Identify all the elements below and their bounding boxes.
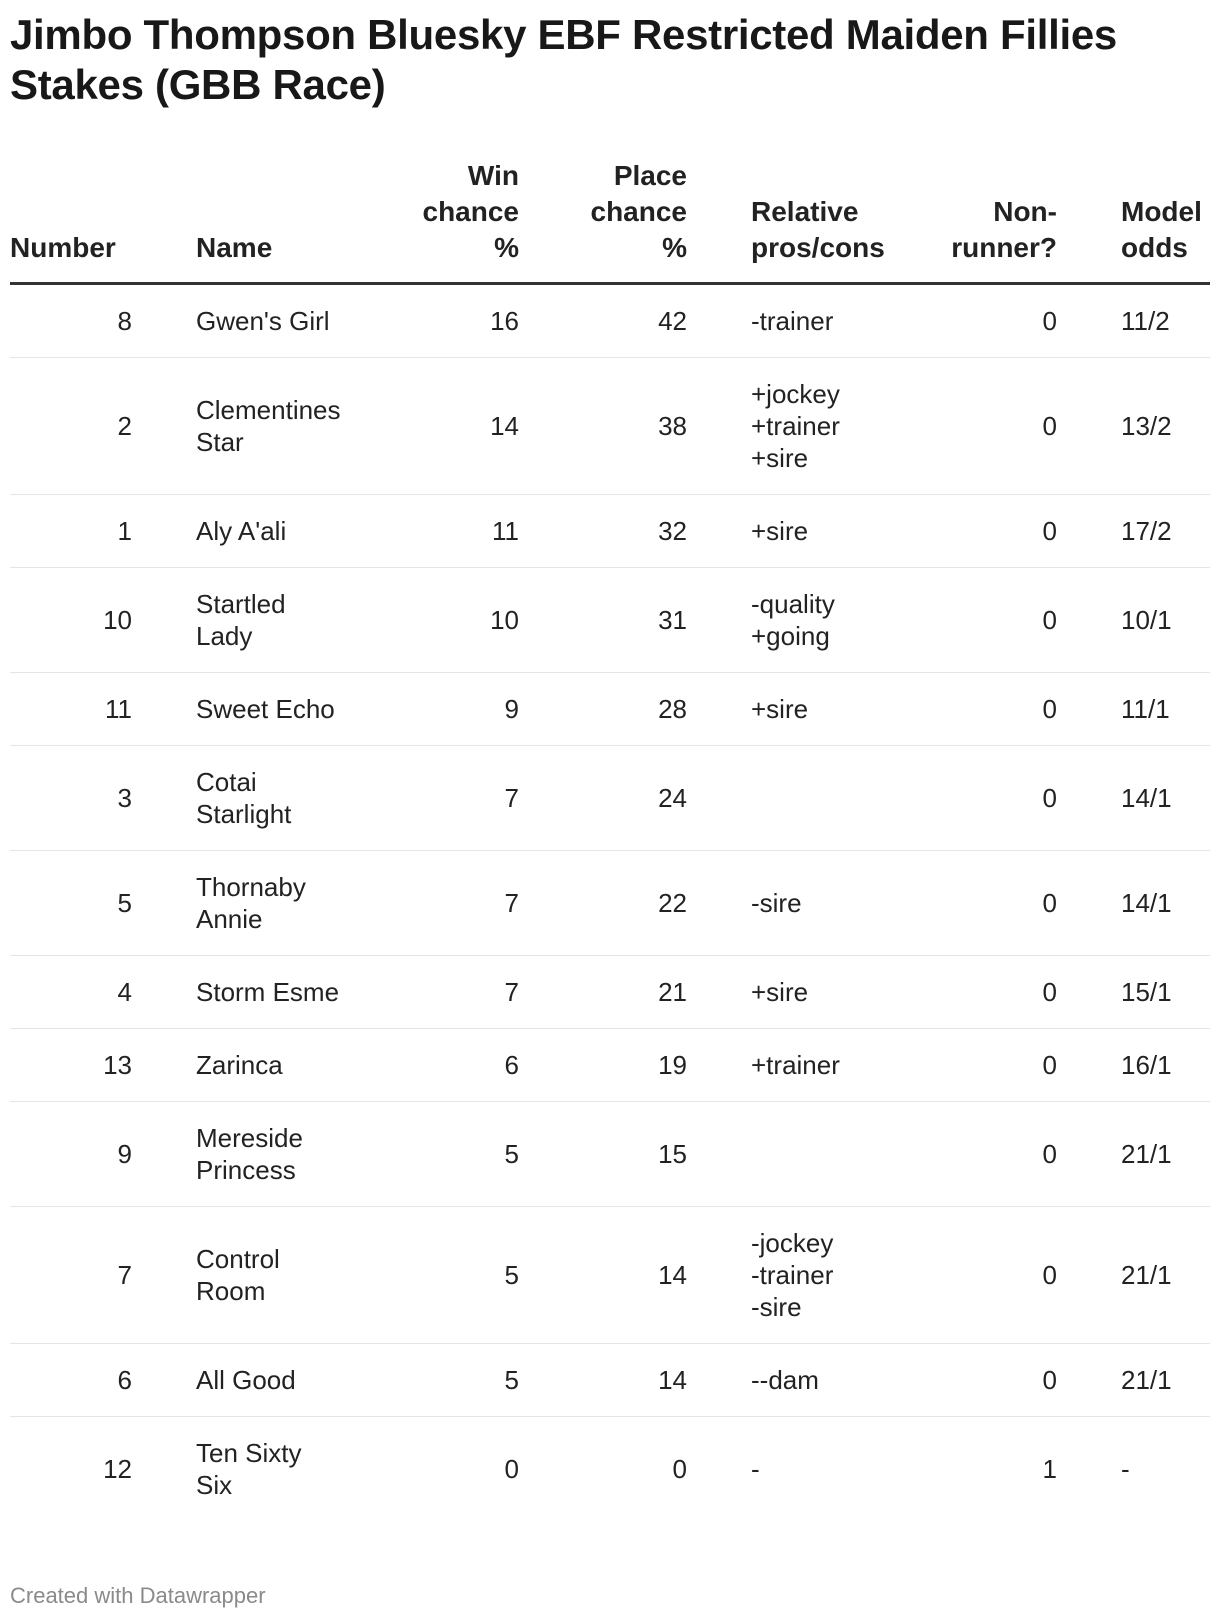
- cell-place-chance: 24: [519, 746, 687, 851]
- cell-nonrunner: 0: [889, 1344, 1057, 1417]
- table-row: [10, 746, 1210, 851]
- chart-container: [10, 10, 1210, 110]
- cell-spacer: [687, 851, 751, 956]
- cell-win-chance: 0: [504, 1454, 519, 1484]
- cell-place-chance: 14: [519, 1344, 687, 1417]
- table-row: [10, 568, 1210, 673]
- cell-spacer: [1057, 1417, 1121, 1522]
- cell-spacer: [1057, 358, 1121, 495]
- cell-spacer: [132, 746, 196, 851]
- cell-name: Cotai Starlight: [196, 746, 356, 851]
- cell-model-odds: -: [1121, 1454, 1130, 1484]
- cell-number: 1: [10, 495, 132, 568]
- cell-spacer: [132, 358, 196, 495]
- cell-relative: -sire: [751, 851, 889, 956]
- cell-spacer: [687, 1029, 751, 1102]
- race-table: [10, 158, 1210, 1521]
- cell-number: 8: [10, 284, 132, 358]
- cell-nonrunner: 0: [889, 746, 1057, 851]
- cell-name: Zarinca: [196, 1029, 356, 1102]
- cell-number: 4: [10, 956, 132, 1029]
- cell-model-odds: 21/1: [1121, 1102, 1210, 1207]
- table-row: [10, 284, 1210, 358]
- cell-spacer: [687, 956, 751, 1029]
- cell-spacer: [1057, 1344, 1121, 1417]
- cell-nonrunner: 0: [889, 568, 1057, 673]
- table-row: [10, 1029, 1210, 1102]
- cell-number: 5: [10, 851, 132, 956]
- table-row: [10, 956, 1210, 1029]
- cell-number: 11: [10, 673, 132, 746]
- cell-nonrunner: 0: [889, 1029, 1057, 1102]
- cell-spacer: [132, 1207, 196, 1344]
- header-nonrunner[interactable]: Non- runner?: [889, 158, 1057, 284]
- header-number[interactable]: Number: [10, 158, 132, 284]
- cell-spacer: [1057, 956, 1121, 1029]
- cell-name: Startled Lady: [196, 568, 356, 673]
- cell-nonrunner: 1: [1042, 1454, 1057, 1484]
- cell-number: 13: [10, 1029, 132, 1102]
- cell-place-chance: 31: [519, 568, 687, 673]
- cell-spacer: [1057, 568, 1121, 673]
- header-place-chance[interactable]: Place chance %: [519, 158, 687, 284]
- header-relative[interactable]: Relative pros/cons: [751, 158, 889, 284]
- cell-spacer: [132, 1102, 196, 1207]
- cell-spacer: [1057, 495, 1121, 568]
- cell-place-chance: 14: [519, 1207, 687, 1344]
- cell-number: 6: [10, 1344, 132, 1417]
- cell-spacer: [132, 956, 196, 1029]
- cell-relative: [751, 746, 889, 851]
- cell-relative: -trainer: [751, 284, 889, 358]
- cell-name: Mereside Princess: [196, 1102, 356, 1207]
- cell-model-odds: 11/2: [1121, 284, 1210, 358]
- cell-relative: -quality +going: [751, 568, 889, 673]
- table-row: [10, 851, 1210, 956]
- cell-nonrunner: 0: [889, 956, 1057, 1029]
- cell-model-odds: 16/1: [1121, 1029, 1210, 1102]
- cell-relative: +sire: [751, 495, 889, 568]
- cell-win-chance: 7: [356, 956, 519, 1029]
- cell-name: Control Room: [196, 1207, 356, 1344]
- footer-credit: Created with Datawrapper: [10, 1583, 266, 1608]
- cell-spacer: [687, 1344, 751, 1417]
- cell-spacer: [687, 495, 751, 568]
- cell-number: 12: [103, 1454, 132, 1484]
- cell-model-odds: 17/2: [1121, 495, 1210, 568]
- table-row: [10, 673, 1210, 746]
- cell-spacer: [1057, 1029, 1121, 1102]
- cell-spacer: [687, 284, 751, 358]
- cell-spacer: [132, 851, 196, 956]
- cell-spacer: [687, 673, 751, 746]
- cell-name: Sweet Echo: [196, 673, 356, 746]
- cell-nonrunner: 0: [889, 284, 1057, 358]
- cell-relative: [751, 1102, 889, 1207]
- cell-spacer: [132, 495, 196, 568]
- cell-spacer: [132, 1344, 196, 1417]
- cell-name: Aly A'ali: [196, 495, 356, 568]
- cell-spacer: [687, 1207, 751, 1344]
- cell-relative: +jockey +trainer +sire: [751, 358, 889, 495]
- cell-nonrunner: 0: [889, 673, 1057, 746]
- cell-place-chance: 42: [519, 284, 687, 358]
- cell-nonrunner: 0: [889, 358, 1057, 495]
- cell-relative: +sire: [751, 673, 889, 746]
- cell-win-chance: 10: [356, 568, 519, 673]
- cell-number: 3: [10, 746, 132, 851]
- cell-nonrunner: 0: [889, 851, 1057, 956]
- header-model-odds[interactable]: Model odds: [1121, 158, 1210, 284]
- cell-place-chance: 21: [519, 956, 687, 1029]
- cell-place-chance: 38: [519, 358, 687, 495]
- cell-spacer: [687, 1102, 751, 1207]
- cell-place-chance: 28: [519, 673, 687, 746]
- cell-spacer: [1057, 746, 1121, 851]
- cell-win-chance: 9: [356, 673, 519, 746]
- cell-win-chance: 7: [356, 851, 519, 956]
- cell-nonrunner: 0: [889, 495, 1057, 568]
- cell-spacer: [687, 358, 751, 495]
- cell-spacer: [687, 1417, 751, 1522]
- cell-model-odds: 11/1: [1121, 673, 1210, 746]
- table-header-row: [10, 158, 1210, 284]
- cell-win-chance: 6: [356, 1029, 519, 1102]
- cell-spacer: [132, 284, 196, 358]
- cell-model-odds: 10/1: [1121, 568, 1210, 673]
- cell-relative: +sire: [751, 956, 889, 1029]
- table-body: [10, 284, 1210, 1522]
- cell-model-odds: 14/1: [1121, 746, 1210, 851]
- cell-name: Ten Sixty Six: [196, 1438, 302, 1500]
- cell-win-chance: 5: [356, 1344, 519, 1417]
- cell-model-odds: 21/1: [1121, 1344, 1210, 1417]
- cell-place-chance: 32: [519, 495, 687, 568]
- cell-spacer: [1057, 1102, 1121, 1207]
- cell-spacer: [1057, 1207, 1121, 1344]
- cell-win-chance: 5: [356, 1102, 519, 1207]
- cell-number: 7: [10, 1207, 132, 1344]
- cell-place-chance: 15: [519, 1102, 687, 1207]
- table-row: [10, 1344, 1210, 1417]
- cell-win-chance: 5: [356, 1207, 519, 1344]
- cell-spacer: [132, 568, 196, 673]
- cell-spacer: [132, 673, 196, 746]
- cell-place-chance: 0: [672, 1454, 687, 1484]
- cell-spacer: [1057, 851, 1121, 956]
- cell-nonrunner: 0: [889, 1207, 1057, 1344]
- table-row: [10, 1102, 1210, 1207]
- cell-model-odds: 21/1: [1121, 1207, 1210, 1344]
- cell-win-chance: 16: [356, 284, 519, 358]
- header-name[interactable]: Name: [196, 158, 356, 284]
- cell-name: Thornaby Annie: [196, 851, 356, 956]
- cell-relative: --dam: [751, 1344, 889, 1417]
- chart-title: Jimbo Thompson Bluesky EBF Restricted Maiden Fillies Stakes (GBB Race): [10, 11, 1117, 108]
- cell-place-chance: 19: [519, 1029, 687, 1102]
- cell-name: All Good: [196, 1344, 356, 1417]
- cell-spacer: [132, 1417, 196, 1522]
- cell-number: 9: [10, 1102, 132, 1207]
- cell-win-chance: 14: [356, 358, 519, 495]
- cell-spacer: [1057, 673, 1121, 746]
- cell-win-chance: 7: [356, 746, 519, 851]
- table-row: [10, 495, 1210, 568]
- cell-spacer: [687, 568, 751, 673]
- cell-spacer: [687, 746, 751, 851]
- cell-relative: -: [751, 1454, 760, 1484]
- cell-win-chance: 11: [356, 495, 519, 568]
- table-row: [10, 358, 1210, 495]
- cell-name: Storm Esme: [196, 956, 356, 1029]
- table-row: [10, 1417, 1210, 1522]
- cell-nonrunner: 0: [889, 1102, 1057, 1207]
- cell-model-odds: 13/2: [1121, 358, 1210, 495]
- cell-name: Clementines Star: [196, 358, 356, 495]
- cell-number: 2: [10, 358, 132, 495]
- cell-relative: -jockey -trainer -sire: [751, 1207, 889, 1344]
- cell-relative: +trainer: [751, 1029, 889, 1102]
- cell-spacer: [132, 1029, 196, 1102]
- header-win-chance[interactable]: Win chance %: [356, 158, 519, 284]
- cell-model-odds: 15/1: [1121, 956, 1210, 1029]
- table-row: [10, 1207, 1210, 1344]
- cell-number: 10: [10, 568, 132, 673]
- cell-place-chance: 22: [519, 851, 687, 956]
- cell-model-odds: 14/1: [1121, 851, 1210, 956]
- cell-name: Gwen's Girl: [196, 284, 356, 358]
- cell-spacer: [1057, 284, 1121, 358]
